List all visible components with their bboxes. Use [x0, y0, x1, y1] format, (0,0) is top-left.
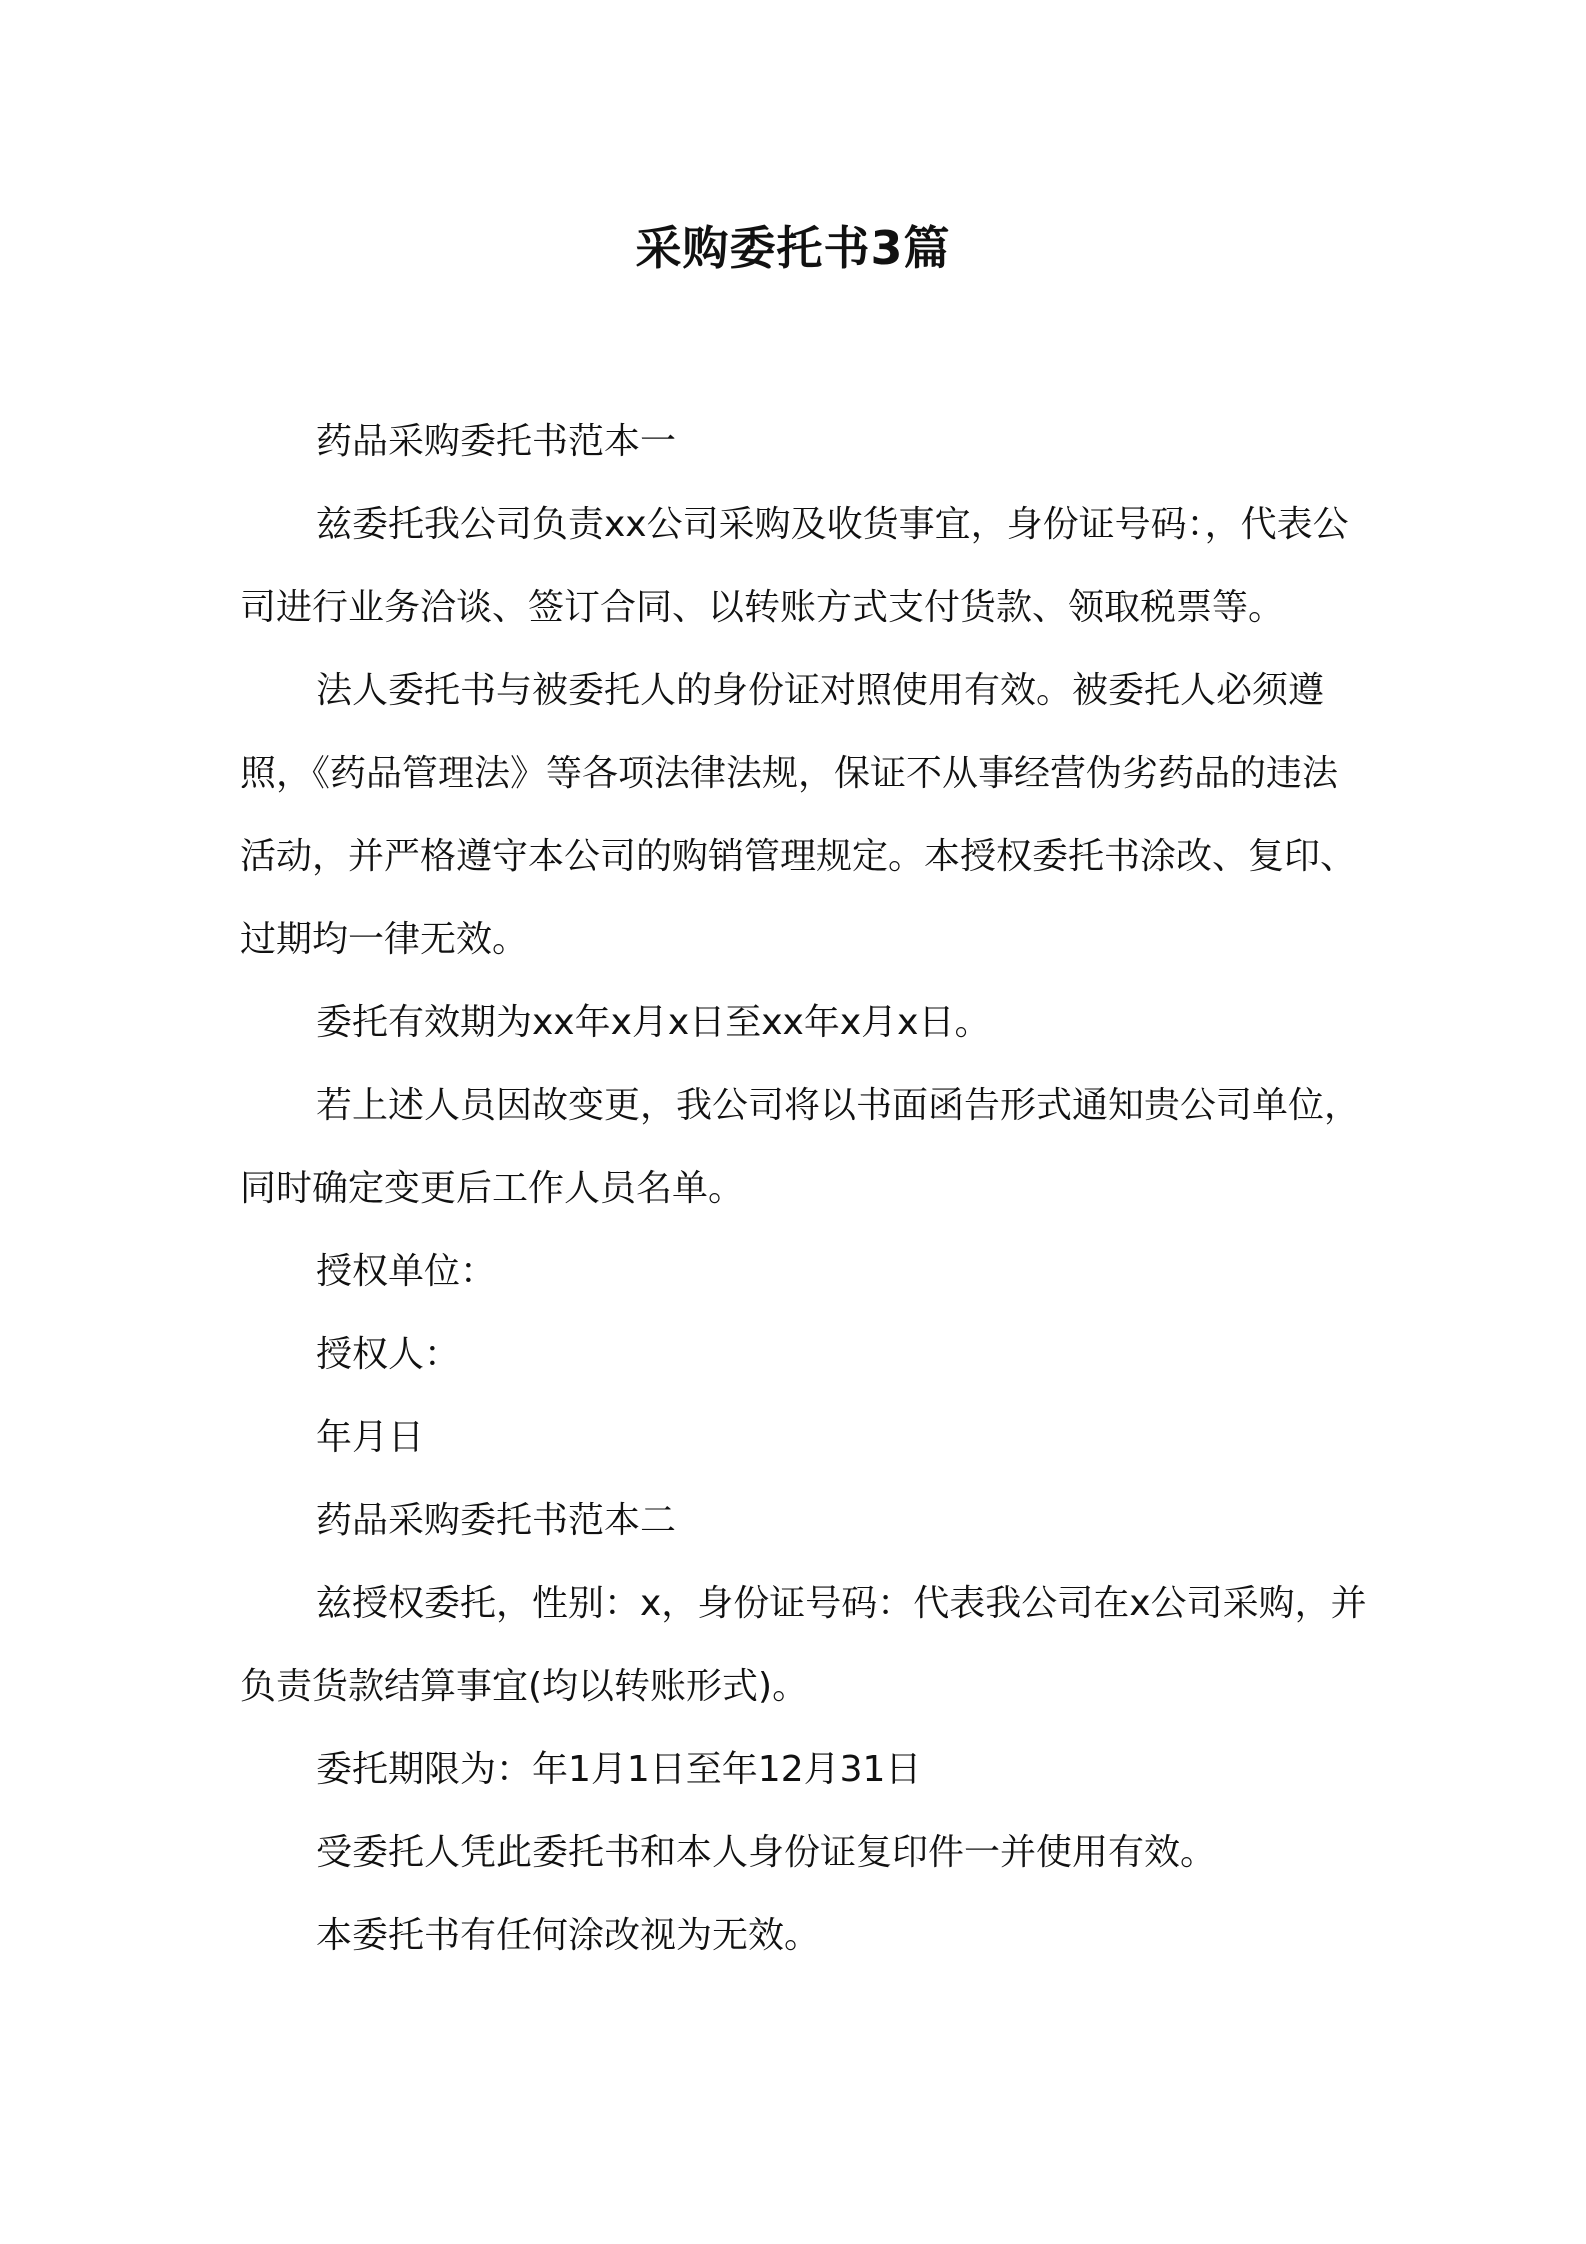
- paragraph: 委托期限为：年1月1日至年12月31日: [316, 1749, 922, 1790]
- paragraph: 委托有效期为xx年x月x日至xx年x月x日。: [316, 1002, 991, 1043]
- paragraph: 兹委托我公司负责xx公司采购及收货事宜，身份证号码：，代表公司进行业务洽谈、签订合同、以转账方式支付货款、领取税票等。: [240, 504, 1349, 628]
- paragraph: 受委托人凭此委托书和本人身份证复印件一并使用有效。: [316, 1832, 1217, 1873]
- paragraph-heading-sample-1: 药品采购委托书范本一: [316, 421, 677, 462]
- paragraph: 兹授权委托，性别：x，身份证号码：代表我公司在x公司采购，并负责货款结算事宜(均以转账形式)。: [240, 1583, 1367, 1707]
- document-title: 采购委托书3篇: [635, 221, 951, 275]
- paragraph: 法人委托书与被委托人的身份证对照使用有效。被委托人必须遵照，《药品管理法》等各项法律法规，保证不从事经营伪劣药品的违法活动，并严格遵守本公司的购销管理规定。本授权委托书涂改、复印、过期均一律无效。: [240, 670, 1357, 960]
- signature-unit-line: 授权单位：: [316, 1251, 497, 1292]
- signature-person-line: 授权人：: [316, 1334, 461, 1375]
- paragraph-heading-sample-2: 药品采购委托书范本二: [316, 1500, 677, 1541]
- date-line: 年月日: [316, 1417, 425, 1458]
- document-body: [240, 400, 1370, 1977]
- paragraph: 若上述人员因故变更，我公司将以书面函告形式通知贵公司单位，同时确定变更后工作人员名单。: [240, 1085, 1361, 1209]
- paragraph: 本委托书有任何涂改视为无效。: [316, 1915, 821, 1956]
